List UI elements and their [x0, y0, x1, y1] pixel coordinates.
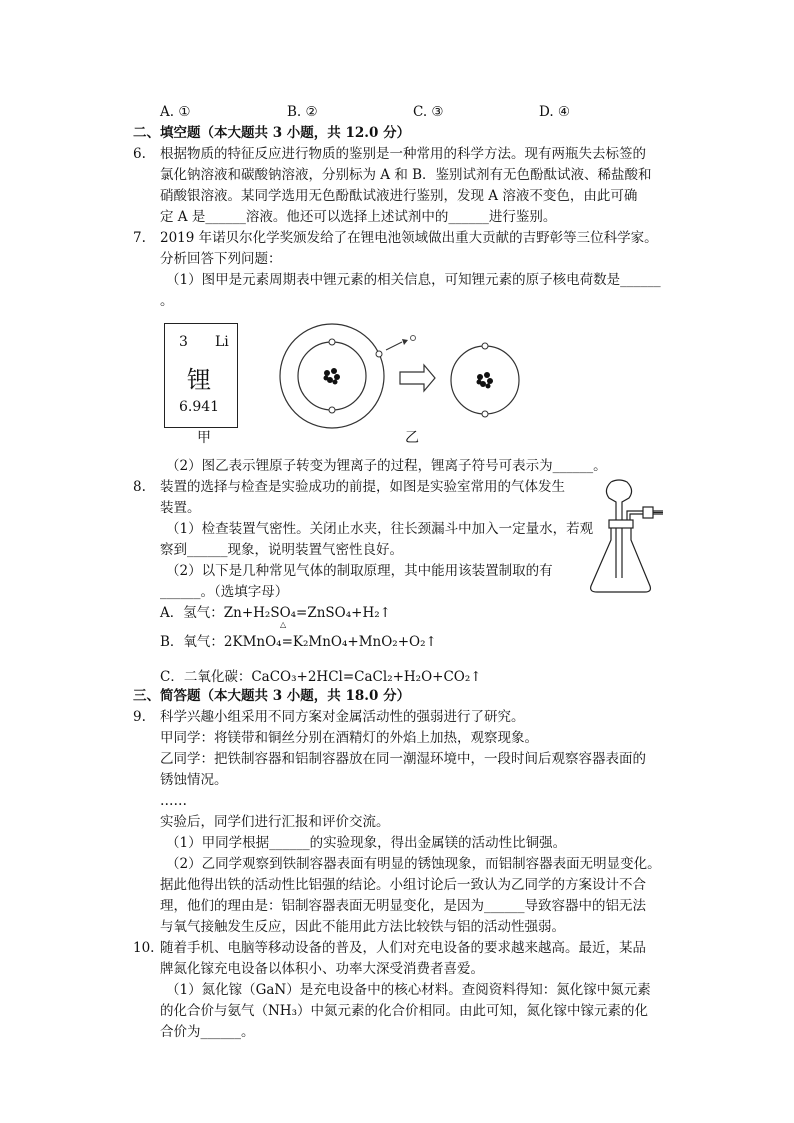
- q9-line: 锈蚀情况。: [160, 772, 228, 788]
- q9-line: 与氧气接触发生反应，因此不能用此方法比较铁与铝的活动性强弱。: [160, 919, 565, 935]
- option-a: A. ①: [160, 104, 191, 120]
- section-heading-fill: 二、填空题（本大题共 3 小题，共 12.0 分）: [133, 125, 411, 141]
- q9-line: 据此他得出铁的活动性比铝强的结论。小组讨论后一致认为乙同学的方案设计不合: [160, 877, 646, 893]
- option-b: B. ②: [287, 104, 318, 120]
- q10-line: 的化合价与氨气（NH₃）中氮元素的化合价相同。由此可知，氮化镓中镓元素的化: [160, 1003, 648, 1019]
- q10-line: 合价为______。: [160, 1024, 255, 1040]
- q9-line: 甲同学：将镁带和铜丝分别在酒精灯的外焰上加热，观察现象。: [160, 730, 538, 746]
- heating-condition: △: [280, 620, 287, 629]
- question-number: 9.: [133, 709, 146, 725]
- q7-line: 。: [160, 293, 174, 309]
- q8-line: 察到______现象，说明装置气密性良好。: [160, 542, 403, 558]
- q8-line: （2）以下是几种常见气体的制取原理，其中能用该装置制取的有: [166, 563, 553, 579]
- q9-line: （2）乙同学观察到铁制容器表面有明显的锈蚀现象，而铝制容器表面无明显变化。: [166, 856, 661, 872]
- question-number: 8.: [133, 479, 146, 495]
- q6-line: 定 A 是______溶液。他还可以选择上述试剂中的______进行鉴别。: [160, 209, 557, 225]
- atom-ion-diagram: [270, 310, 540, 430]
- q8-option-b: B．氧气：2KMnO₄=K₂MnO₄+MnO₂+O₂↑: [160, 634, 437, 650]
- element-name: 锂: [187, 366, 211, 394]
- q8-line: 装置。: [160, 500, 201, 516]
- q8-line: ______。（选填字母）: [160, 584, 289, 600]
- question-number: 10.: [133, 940, 155, 956]
- lithium-ion: [451, 343, 519, 417]
- section-heading-short: 三、简答题（本大题共 3 小题，共 18.0 分）: [133, 688, 411, 704]
- q9-line: （1）甲同学根据______的实验现象，得出金属镁的活动性比铜强。: [166, 835, 567, 851]
- q8-line: （1）检查装置气密性。关闭止水夹，往长颈漏斗中加入一定量水，若观: [166, 521, 594, 537]
- figure-label-yi: 乙: [405, 430, 419, 446]
- element-symbol: Li: [215, 334, 229, 350]
- q8-line: 装置的选择与检查是实验成功的前提，如图是实验室常用的气体发生: [160, 479, 565, 495]
- q8-option-c: C．二氧化碳：CaCO₃+2HCl=CaCl₂+H₂O+CO₂↑: [160, 669, 482, 685]
- question-number: 7.: [133, 230, 146, 246]
- electron-leaving-arrow: [386, 336, 416, 351]
- q9-line: 乙同学：把铁制容器和铝制容器放在同一潮湿环境中，一段时间后观察容器表面的: [160, 751, 646, 767]
- q7-line: 分析回答下列问题：: [160, 251, 282, 267]
- question-number: 6.: [133, 146, 146, 162]
- q10-line: （1）氮化镓（GaN）是充电设备中的核心材料。查阅资料得知：氮化镓中氮元素: [166, 982, 651, 998]
- q9-line: 实验后，同学们进行汇报和评价交流。: [160, 814, 390, 830]
- q9-line: 科学兴趣小组采用不同方案对金属活动性的强弱进行了研究。: [160, 709, 525, 725]
- option-d: D. ④: [539, 104, 571, 120]
- q6-line: 氯化钠溶液和碳酸钠溶液，分别标为 A 和 B．鉴别试剂有无色酚酞试液、稀盐酸和: [160, 167, 652, 183]
- element-mass: 6.941: [179, 399, 220, 415]
- element-atomic-number: 3: [179, 334, 188, 350]
- q10-line: 随着手机、电脑等移动设备的普及，人们对充电设备的要求越来越高。最近，某品: [160, 940, 646, 956]
- q6-line: 硝酸银溶液。某同学选用无色酚酞试液进行鉴别，发现 A 溶液不变色，由此可确: [160, 188, 638, 204]
- transform-arrow: [400, 365, 435, 391]
- q9-line: ……: [160, 793, 187, 809]
- q10-line: 牌氮化镓充电设备以体积小、功率大深受消费者喜爱。: [160, 961, 484, 977]
- figure-label-jia: 甲: [197, 430, 211, 446]
- q6-line: 根据物质的特征反应进行物质的鉴别是一种常用的科学方法。现有两瓶失去标签的: [160, 146, 646, 162]
- option-c: C. ③: [413, 104, 444, 120]
- lithium-atom: [280, 324, 384, 428]
- q8-option-a: A．氢气：Zn+H₂SO₄=ZnSO₄+H₂↑: [160, 605, 391, 621]
- q7-line: （1）图甲是元素周期表中锂元素的相关信息，可知锂元素的原子核电荷数是______: [166, 272, 661, 288]
- gas-generator-apparatus: [585, 478, 680, 598]
- q7-line: 2019 年诺贝尔化学奖颁发给了在锂电池领域做出重大贡献的吉野彰等三位科学家。: [160, 230, 658, 246]
- q7-sub2: （2）图乙表示锂原子转变为锂离子的过程，锂离子符号可表示为______。: [166, 458, 607, 474]
- element-card-figure: [164, 323, 238, 428]
- q9-line: 理，他们的理由是：铝制容器表面无明显变化，是因为______导致容器中的铝无法: [160, 898, 646, 914]
